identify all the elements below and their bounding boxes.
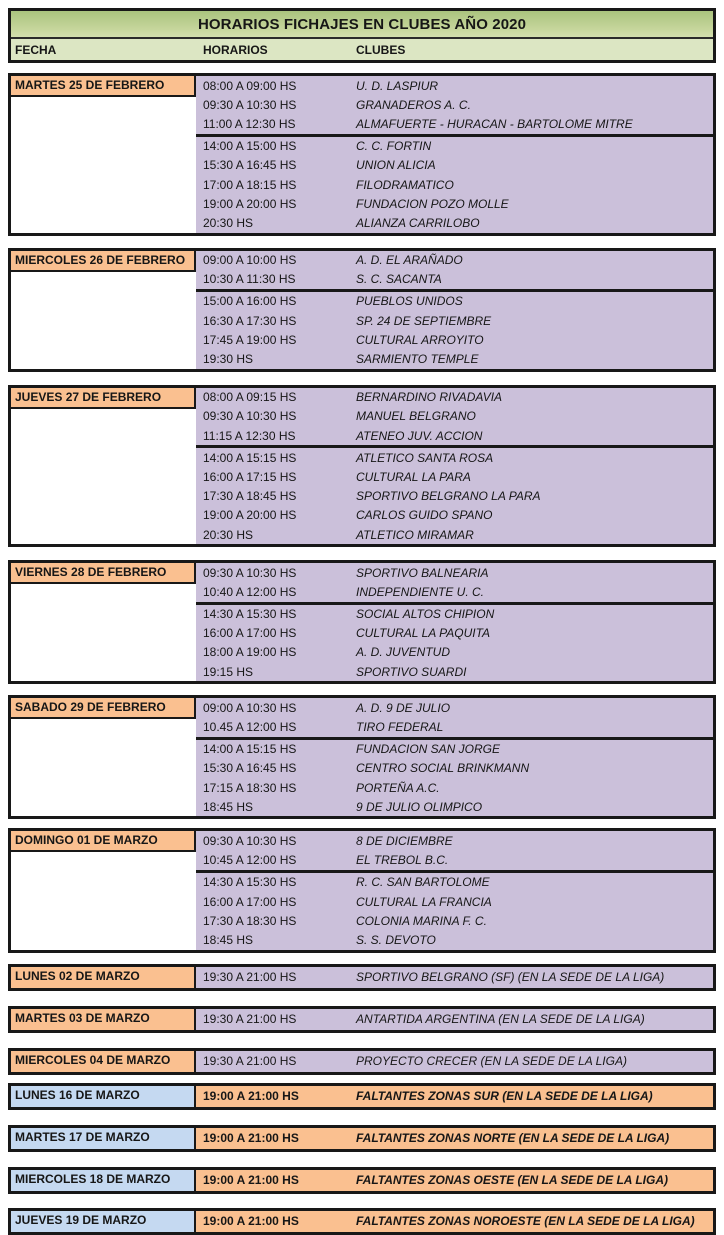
time-range: 19:00 A 21:00 HS: [203, 1131, 299, 1145]
club-name: CARLOS GUIDO SPANO: [356, 508, 493, 523]
schedule-row: [196, 1211, 713, 1232]
time-range: 19:00 A 20:00 HS: [203, 196, 297, 211]
schedule-row: [196, 967, 713, 988]
schedule-row: [196, 487, 713, 506]
time-range: 19:00 A 21:00 HS: [203, 1214, 299, 1228]
schedule-row: [196, 605, 713, 624]
schedule-row: [196, 662, 713, 681]
schedule-section: [8, 560, 716, 684]
club-name: INDEPENDIENTE U. C.: [356, 584, 485, 599]
club-name: 8 DE DICIEMBRE: [356, 833, 453, 848]
time-range: 15:00 A 16:00 HS: [203, 294, 297, 309]
time-range: 18:45 HS: [203, 932, 254, 947]
club-name: FUNDACION POZO MOLLE: [356, 196, 509, 211]
club-name: SPORTIVO BALNEARIA: [356, 565, 489, 580]
time-range: 09:30 A 10:30 HS: [203, 409, 297, 424]
time-range: 09:00 A 10:00 HS: [203, 253, 297, 268]
time-range: 17:30 A 18:30 HS: [203, 913, 297, 928]
time-range: 17:30 A 18:45 HS: [203, 489, 297, 504]
time-range: 14:00 A 15:15 HS: [203, 450, 297, 465]
rows-area: [196, 1009, 713, 1030]
club-name: U. D. LASPIUR: [356, 78, 439, 93]
club-name: SPORTIVO BELGRANO (SF) (EN LA SEDE DE LA LIGA): [356, 970, 665, 984]
club-name: A. D. EL ARAÑADO: [356, 253, 463, 268]
rows-area: [196, 563, 713, 681]
schedule-row: [196, 831, 713, 850]
schedule-row: [196, 213, 713, 232]
time-range: 15:30 A 16:45 HS: [203, 761, 297, 776]
time-range: 10:45 A 12:00 HS: [203, 853, 297, 868]
schedule-row: [196, 292, 713, 311]
date-cell: DOMINGO 01 DE MARZO: [11, 831, 196, 852]
time-range: 17:45 A 19:00 HS: [203, 332, 297, 347]
date-cell: MARTES 25 DE FEBRERO: [11, 76, 196, 97]
date-cell: MARTES 03 DE MARZO: [11, 1009, 196, 1030]
rows-area: [196, 1170, 713, 1191]
rows-area: [196, 1051, 713, 1072]
schedule-row: [196, 643, 713, 662]
time-range: 19:15 HS: [203, 664, 254, 679]
schedule-row: [196, 873, 713, 892]
time-range: 08:00 A 09:00 HS: [203, 78, 297, 93]
time-range: 11:15 A 12:30 HS: [203, 428, 296, 443]
column-header-horarios: HORARIOS: [203, 42, 268, 57]
schedule-row: [196, 251, 713, 270]
club-name: FILODRAMATICO: [356, 177, 454, 192]
schedule-section: [8, 385, 716, 548]
club-name: ANTARTIDA ARGENTINA (EN LA SEDE DE LA LIGA): [356, 1012, 645, 1026]
rows-area: [196, 1086, 713, 1107]
club-name: SPORTIVO SUARDI: [356, 664, 467, 679]
time-range: 10:30 A 11:30 HS: [203, 272, 296, 287]
club-name: ATLETICO SANTA ROSA: [356, 450, 494, 465]
time-range: 09:30 A 10:30 HS: [203, 565, 297, 580]
time-range: 14:00 A 15:15 HS: [203, 742, 297, 757]
time-range: 14:30 A 15:30 HS: [203, 875, 297, 890]
club-name: EL TREBOL B.C.: [356, 853, 449, 868]
club-name: FALTANTES ZONAS NOROESTE (EN LA SEDE DE LA LIGA): [356, 1214, 695, 1228]
time-range: 14:30 A 15:30 HS: [203, 607, 297, 622]
schedule-section: [8, 1167, 716, 1194]
schedule-row: [196, 1009, 713, 1030]
time-range: 09:00 A 10:30 HS: [203, 700, 297, 715]
time-range: 19:30 A 21:00 HS: [203, 1054, 297, 1068]
title-block: [8, 8, 716, 63]
club-name: CENTRO SOCIAL BRINKMANN: [356, 761, 530, 776]
time-range: 18:00 A 19:00 HS: [203, 645, 297, 660]
column-header-row: [11, 39, 713, 60]
time-range: 16:00 A 17:00 HS: [203, 894, 297, 909]
time-range: 16:00 A 17:15 HS: [203, 469, 297, 484]
schedule-row: [196, 349, 713, 368]
schedule-row: [196, 175, 713, 194]
time-range: 19:00 A 21:00 HS: [203, 1173, 299, 1187]
schedule-row: [196, 1170, 713, 1191]
schedule-row: [196, 582, 713, 601]
time-range: 20:30 HS: [203, 215, 254, 230]
club-name: FUNDACION SAN JORGE: [356, 742, 501, 757]
schedule-row: [196, 797, 713, 816]
club-name: CULTURAL LA FRANCIA: [356, 894, 492, 909]
club-name: FALTANTES ZONAS OESTE (EN LA SEDE DE LA LIGA): [356, 1173, 669, 1187]
date-cell: MIERCOLES 18 DE MARZO: [11, 1170, 196, 1191]
club-name: MANUEL BELGRANO: [356, 409, 476, 424]
time-range: 17:00 A 18:15 HS: [203, 177, 297, 192]
club-name: GRANADEROS A. C.: [356, 97, 471, 112]
time-range: 09:30 A 10:30 HS: [203, 833, 297, 848]
schedule-section: [8, 695, 716, 819]
time-range: 19:30 HS: [203, 352, 254, 367]
rows-area: [196, 388, 713, 545]
club-name: 9 DE JULIO OLIMPICO: [356, 799, 483, 814]
club-name: FALTANTES ZONAS NORTE (EN LA SEDE DE LA LIGA): [356, 1131, 670, 1145]
schedule-row: [196, 759, 713, 778]
club-name: ALIANZA CARRILOBO: [356, 215, 480, 230]
club-name: CULTURAL LA PARA: [356, 469, 471, 484]
rows-area: [196, 1128, 713, 1149]
schedule-row: [196, 740, 713, 759]
time-range: 18:45 HS: [203, 799, 254, 814]
club-name: FALTANTES ZONAS SUR (EN LA SEDE DE LA LIGA): [356, 1089, 653, 1103]
rows-area: [196, 967, 713, 988]
club-name: S. S. DEVOTO: [356, 932, 436, 947]
time-range: 10.45 A 12:00 HS: [203, 720, 297, 735]
time-range: 19:00 A 21:00 HS: [203, 1089, 299, 1103]
time-range: 09:30 A 10:30 HS: [203, 97, 297, 112]
club-name: BERNARDINO RIVADAVIA: [356, 390, 503, 405]
column-header-clubes: CLUBES: [356, 42, 406, 57]
rows-area: [196, 698, 713, 816]
club-name: S. C. SACANTA: [356, 272, 442, 287]
date-cell: MARTES 17 DE MARZO: [11, 1128, 196, 1149]
schedule-row: [196, 525, 713, 544]
time-range: 17:15 A 18:30 HS: [203, 780, 297, 795]
date-cell: LUNES 16 DE MARZO: [11, 1086, 196, 1107]
club-name: SARMIENTO TEMPLE: [356, 352, 479, 367]
club-name: CULTURAL ARROYITO: [356, 332, 484, 347]
schedule-row: [196, 194, 713, 213]
time-range: 10:40 A 12:00 HS: [203, 584, 297, 599]
sections-container: [8, 73, 716, 1235]
schedule-row: [196, 448, 713, 467]
club-name: PORTEÑA A.C.: [356, 780, 440, 795]
schedule-section: [8, 1083, 716, 1110]
schedule-row: [196, 95, 713, 114]
schedule-row: [196, 624, 713, 643]
schedule-row: [196, 506, 713, 525]
time-range: 19:30 A 21:00 HS: [203, 1012, 297, 1026]
club-name: PUEBLOS UNIDOS: [356, 294, 463, 309]
time-range: 16:30 A 17:30 HS: [203, 313, 297, 328]
schedule-row: [196, 76, 713, 95]
document-title: HORARIOS FICHAJES EN CLUBES AÑO 2020: [11, 11, 713, 39]
club-name: A. D. JUVENTUD: [356, 645, 451, 660]
club-name: SOCIAL ALTOS CHIPION: [356, 607, 495, 622]
club-name: SP. 24 DE SEPTIEMBRE: [356, 313, 492, 328]
schedule-row: [196, 717, 713, 736]
time-range: 14:00 A 15:00 HS: [203, 139, 297, 154]
date-cell: SABADO 29 DE FEBRERO: [11, 698, 196, 719]
club-name: ATLETICO MIRAMAR: [356, 527, 474, 542]
club-name: A. D. 9 DE JULIO: [356, 700, 451, 715]
club-name: PROYECTO CRECER (EN LA SEDE DE LA LIGA): [356, 1054, 627, 1068]
date-cell: JUEVES 27 DE FEBRERO: [11, 388, 196, 409]
schedule-section: [8, 1208, 716, 1235]
club-name: CULTURAL LA PAQUITA: [356, 626, 491, 641]
club-name: TIRO FEDERAL: [356, 720, 444, 735]
schedule-row: [196, 698, 713, 717]
club-name: R. C. SAN BARTOLOME: [356, 875, 490, 890]
time-range: 08:00 A 09:15 HS: [203, 390, 297, 405]
schedule-section: [8, 964, 716, 991]
club-name: SPORTIVO BELGRANO LA PARA: [356, 489, 541, 504]
time-range: 11:00 A 12:30 HS: [203, 116, 296, 131]
schedule-row: [196, 778, 713, 797]
schedule-row: [196, 1128, 713, 1149]
schedule-row: [196, 851, 713, 870]
schedule-row: [196, 388, 713, 407]
rows-area: [196, 76, 713, 233]
schedule-row: [196, 892, 713, 911]
schedule-row: [196, 467, 713, 486]
club-name: COLONIA MARINA F. C.: [356, 913, 487, 928]
schedule-row: [196, 156, 713, 175]
schedule-section: [8, 1125, 716, 1152]
date-cell: MIERCOLES 26 DE FEBRERO: [11, 251, 196, 272]
schedule-document: [0, 8, 724, 1228]
schedule-section: [8, 248, 716, 372]
schedule-row: [196, 911, 713, 930]
schedule-row: [196, 426, 713, 445]
time-range: 15:30 A 16:45 HS: [203, 158, 297, 173]
club-name: ATENEO JUV. ACCION: [356, 428, 483, 443]
schedule-row: [196, 137, 713, 156]
column-header-fecha: FECHA: [15, 42, 57, 57]
schedule-row: [196, 311, 713, 330]
schedule-section: [8, 828, 716, 952]
club-name: UNION ALICIA: [356, 158, 436, 173]
club-name: C. C. FORTIN: [356, 139, 432, 154]
date-cell: VIERNES 28 DE FEBRERO: [11, 563, 196, 584]
rows-area: [196, 831, 713, 949]
schedule-section: [8, 1048, 716, 1075]
schedule-row: [196, 270, 713, 289]
schedule-row: [196, 330, 713, 349]
club-name: ALMAFUERTE - HURACAN - BARTOLOME MITRE: [356, 116, 633, 131]
date-cell: LUNES 02 DE MARZO: [11, 967, 196, 988]
date-cell: JUEVES 19 DE MARZO: [11, 1211, 196, 1232]
time-range: 19:00 A 20:00 HS: [203, 508, 297, 523]
time-range: 16:00 A 17:00 HS: [203, 626, 297, 641]
schedule-section: [8, 73, 716, 236]
schedule-row: [196, 930, 713, 949]
time-range: 19:30 A 21:00 HS: [203, 970, 297, 984]
schedule-section: [8, 1006, 716, 1033]
schedule-row: [196, 1051, 713, 1072]
time-range: 20:30 HS: [203, 527, 254, 542]
schedule-row: [196, 1086, 713, 1107]
schedule-row: [196, 114, 713, 133]
date-cell: MIERCOLES 04 DE MARZO: [11, 1051, 196, 1072]
rows-area: [196, 1211, 713, 1232]
rows-area: [196, 251, 713, 369]
schedule-row: [196, 563, 713, 582]
schedule-row: [196, 407, 713, 426]
